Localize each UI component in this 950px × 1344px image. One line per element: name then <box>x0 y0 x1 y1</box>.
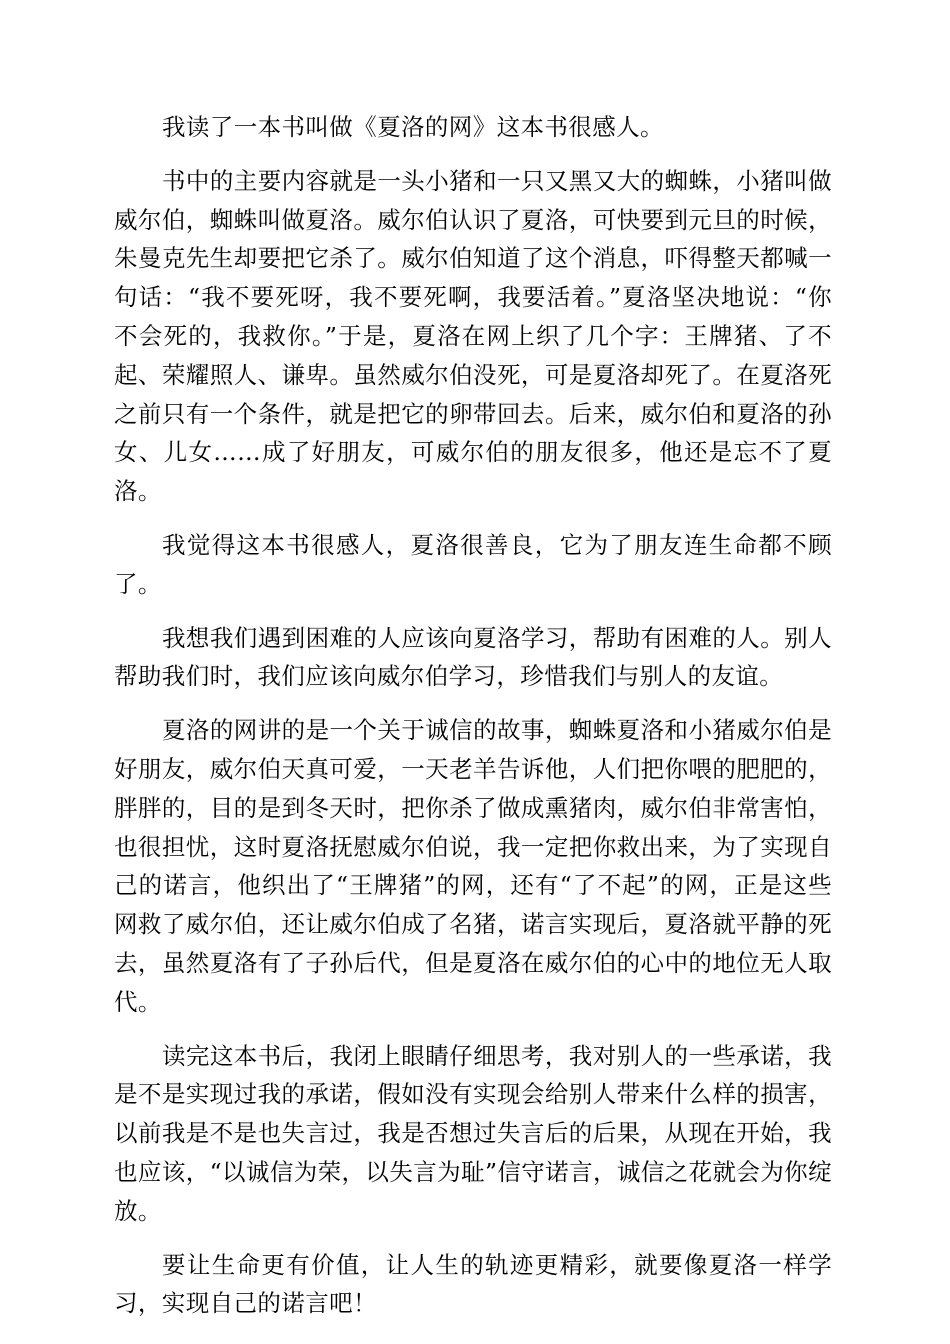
paragraph-summary: 书中的主要内容就是一头小猪和一只又黑又大的蜘蛛，小猪叫做威尔伯，蜘蛛叫做夏洛。威尔伯认识了夏洛，可快要到元旦的时候，朱曼克先生却要把它杀了。威尔伯知道了这个消息，吓得整天都喊一句话：“我不要死呀，我不要死啊，我要活着。”夏洛坚决地说：“你不会死的，我救你。”于是，夏洛在网上织了几个字：王牌猪、了不起、荣耀照人、谦卑。虽然威尔伯没死，可是夏洛却死了。在夏洛死之前只有一个条件，就是把它的卵带回去。后来，威尔伯和夏洛的孙女、儿女……成了好朋友，可威尔伯的朋友很多，他还是忘不了夏洛。 <box>114 166 832 506</box>
paragraph-reflection: 读完这本书后，我闭上眼睛仔细思考，我对别人的一些承诺，我是不是实现过我的承诺，假如没有实现会给别人带来什么样的损害，以前我是不是也失言过，我是否想过失言后的后果，从现在开始，我也应该，“以诚信为荣，以失言为耻”信守诺言，诚信之花就会为你绽放。 <box>114 1041 832 1225</box>
paragraph-feeling: 我觉得这本书很感人，夏洛很善良，它为了朋友连生命都不顾了。 <box>114 530 832 598</box>
document-page <box>114 108 832 1338</box>
paragraph-honesty-story: 夏洛的网讲的是一个关于诚信的故事，蜘蛛夏洛和小猪威尔伯是好朋友，威尔伯天真可爱，一天老羊告诉他，人们把你喂的肥肥的，胖胖的，目的是到冬天时，把你杀了做成熏猪肉，威尔伯非常害怕，也很担忧，这时夏洛抚慰威尔伯说，我一定把你救出来，为了实现自己的诺言，他织出了“王牌猪”的网，还有“了不起”的网，正是这些网救了威尔伯，还让威尔伯成了名猪，诺言实现后，夏洛就平静的死去，虽然夏洛有了子孙后代，但是夏洛在威尔伯的心中的地位无人取代。 <box>114 716 832 1016</box>
paragraph-intro: 我读了一本书叫做《夏洛的网》这本书很感人。 <box>162 113 664 141</box>
paragraph-conclusion: 要让生命更有价值，让人生的轨迹更精彩，就要像夏洛一样学习，实现自己的诺言吧！ <box>114 1250 832 1318</box>
paragraph-lesson: 我想我们遇到困难的人应该向夏洛学习，帮助有困难的人。别人帮助我们时，我们应该向威尔伯学习，珍惜我们与别人的友谊。 <box>114 623 832 691</box>
